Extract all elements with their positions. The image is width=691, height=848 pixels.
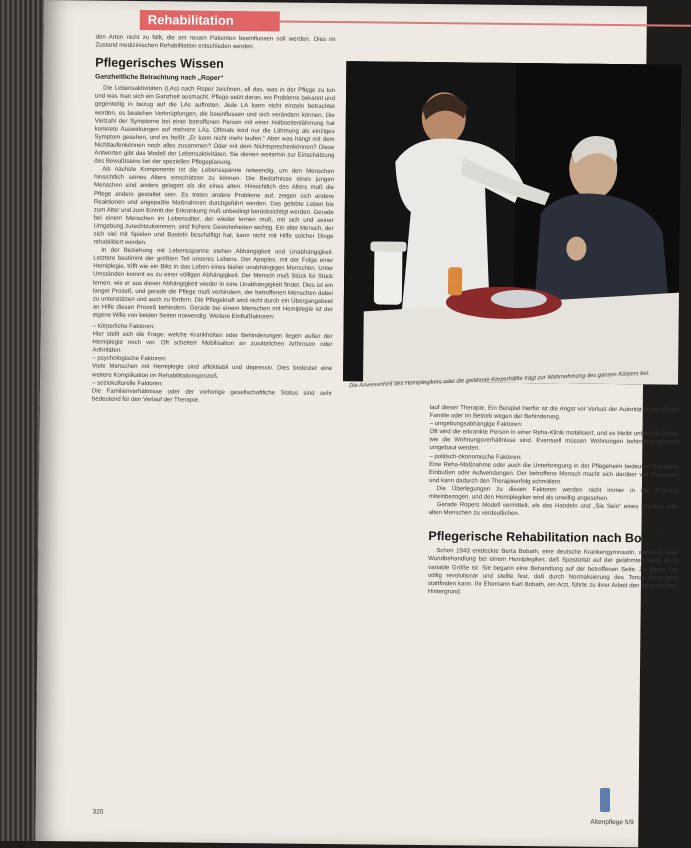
paragraph: In der Beziehung mit Lebensspanne stehen Abhängigkeit und Unabhängigkeit. Letztere bestimmt der größten Teil unseres Lebens. Der Apoplex, mit der Folge einer Hemiplegie, trifft wie ein Blitz in das Leben eines bisher unabhängigen Menschen. Unter Umständen kommt es zu einer völligen Abhängigkeit. Der Mensch muß Stück für Stück lernen, wie er aus dieser Abhängigkeit wieder in eine Unabhängigkeit findet. Dies ist ein langer Prozeß, und gerade die Pflege muß verhindern, der betroffenen Menschen dabei zu unterstützen und auch zu fördern. Die Pflegekraft wird nicht durch ein Übergangsbeet an Hilfe diesen Prozeß behindern. Gerade bei einem Menschen mit Hemiplegie ist der eigene Wille von beiden Seiten notwendig. Weitere Einflußfaktoren: [92, 246, 334, 321]
list-item-label: umgebungsabhängige Faktoren: [434, 420, 523, 429]
paragraph: Die Überlegungen zu diesen Faktoren werden nicht immer in die Therapie miteinbezogen, und den Hemiplegiker wird als unwillig angesehen. [428, 485, 679, 502]
list-item-label: soziokulturelle Faktoren: [97, 379, 164, 387]
list-item-text: Viele Menschen mit Hemiplegie sind affektlabil und depressiv. Dies bedeutet eine weitere Komplikation im Rehabilitationsprozeß. [92, 362, 333, 380]
section-subheading: Ganzheitliche Betrachtung nach „Roper“ [95, 73, 224, 83]
section-heading: Pflegerische Rehabilitation nach Bobath [428, 529, 669, 546]
list-item: – politisch-ökonomische Faktoren: [429, 452, 522, 461]
list-item-label: psychologische Faktoren: [97, 354, 167, 363]
paragraph: Gerade Ropers Modell vermittelt, als das Handeln und „Sie Sein“ eines Kranken oder alten Menschen zu verdeutlichen. [428, 501, 679, 518]
section-rule [280, 20, 691, 26]
list-item-text: Die Familienverhältnisse oder der vorherige gesellschaftliche Status sind sehr bedeutend für den Verlauf der Therapie. [91, 387, 332, 404]
list-item: – umgebungsabhängige Faktoren: [429, 420, 523, 429]
list-item-label: körperliche Faktoren: [97, 322, 155, 331]
list-item-text: Oft wird die erkrankte Person in einer Reha-Klinik mobilisiert, und es bleibt unberücksichtigt, wie die Wohnungsverhältnisse sind. Eventuell müssen Wohnungen behindertengerecht umgebaut werden. [429, 428, 680, 453]
list-item: – körperliche Faktoren: [92, 322, 155, 331]
list-item-text: Hier stellt sich die Frage, welche Krankheiten oder Behinderungen liegen außer der Hemiplegie noch vor. Oft scheitert Mobilisation an zusätzlichen Arthrosen oder Arthritiden. [92, 330, 333, 355]
pencil-tip [600, 788, 610, 812]
list-item: – psychologische Faktoren: [92, 354, 167, 363]
photo-caption: Die Anwesenheit des Hemiplegikers oder die gelähmte Körperhälfte trägt zur Wahrnehmung des ganzen Körpers bei. [349, 370, 650, 390]
paragraph: Die Lebensaktivitäten (LAs) nach Roper zeichnen, all das, was in der Pflege zu tun und was man sich ein Ganzheit ausmacht. Pflege setzt daran, wo Probleme bekannt und gegenteilig in bezug auf die LAs auftreten. Jede LA kann nicht einzeln betrachtet werden, es bestehen Verknüpfungen, die beeinflussen und sich verändern können. Die Vielzahl der Symptome bei einer betroffenen Person mit einer Halbseitenlähmung hat konkrete Auswirkungen auf mehrere LAs. Oftmals wird nur die Lähmung als einziges Symptom gesehen, und es heißt: „Er kann nicht mehr laufen.“ Aber was hängt mit dem Nichtlaufenkönnen noch alles zusammen? Oder mit dem Nichtsprechenkönnen? Diese Antworten gibt das Modell der Lebensaktivitäten. Sie dienen weiterhin zur Einschätzung des Bewußtseins bei der speziellen Pflegeplanung. [94, 84, 336, 167]
section-badge: Rehabilitation [140, 10, 280, 31]
journal-name: Altenpflege 5/9 [590, 818, 634, 827]
intro-text: den Arten nicht zu fällt, die am neuen Patienten beeinflussen soll werden. Dies im Zustand medizinischen Rehabilitation entschieden werden. [95, 33, 336, 51]
list-item: – soziokulturelle Faktoren: [91, 379, 164, 387]
left-column [92, 34, 336, 406]
nursing-photo [343, 61, 681, 384]
photo-illustration [343, 61, 681, 384]
paragraph: Als nächste Komponente ist die Lebensspanne notwendig, um den Menschen hinsichtlich seines Alters einschätzen zu können. Die Bedürfnisse eines jungen Menschen sind anders gelagert als die eines alten. Hinsichtlich des Alters muß die Pflege anders gestaltet sein. Es treten andere Probleme auf, zeigen sich andere Reaktionen und angepaßte Maßnahmen durchgeführt werden. Das gelebte Leben bis zum Alter und zum Eintritt der Erkrankung muß unbedingt berücksichtigt werden. Gerade bei einem Menschen im Lebensalter, der wieder lernen muß, mit sich und seiner Umgebung zurechtzukommen, sind frühere Gewohnheiten wichtig. Ein alter Mensch, der sich viel mit Spielen und Basteln beschäftigt hat, kann nicht mit Hilfe solcher Dinge rehabilitiert werden. [93, 165, 335, 247]
magazine-page [35, 0, 680, 847]
paragraph: Schon 1943 entdeckte Berta Bobath, eine deutsche Krankengymnastin, während einer Wundbehandlung bei einem Hemiplegiker, daß Spastizität auf der gelähmten Seite keine variable Größe ist. Sie begann eine Behandlung auf der betroffenen Seite. Zu dieser Zeit völlig revolutionär und stellte fest, daß durch Normalisierung des Tonus Bewegung stattfinden kann. Ihr Ehemann Karl Bobath, ein Arzt, führte zu ihrer Arbeit den theoretischen Hintergrund. [427, 547, 679, 596]
page-number: 320 [92, 808, 104, 816]
paragraph: lauf dieser Therapie. Ein Beispiel hierfür ist die Angst vor Verlust der Autorität innerhalb der Familie oder im Betrieb wegen der Behinderung. [429, 404, 680, 421]
list-item-text: Eine Reha-Maßnahme oder auch die Unterbringung in der Pflegeheim bedeuten finanzielle Einbußen oder Aufwendungen. Der betroffene Mensch macht sich darüber viel Gedanken und kann dadurch den Therapieerfolg schmälern. [428, 460, 680, 486]
section-heading: Pflegerisches Wissen [95, 55, 224, 72]
right-column [428, 404, 680, 598]
list-item-label: politisch-ökonomische Faktoren: [434, 452, 522, 461]
